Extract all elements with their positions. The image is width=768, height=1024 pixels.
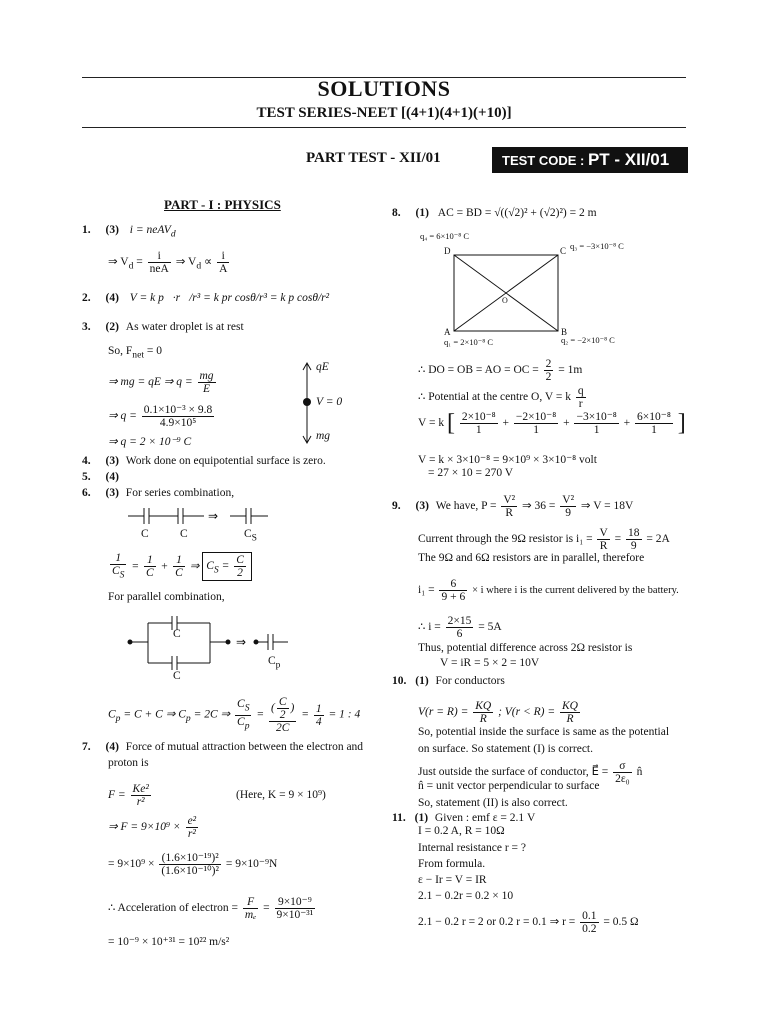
q3-line1: 3. (2) As water droplet is at rest [82,321,244,333]
series-capacitor-diagram [126,504,306,534]
q8-corner-B: B [561,327,568,337]
q7-force-eq2: ⇒ F = 9×10⁹ × $\frac{\text{e²}}{\text{r²}}$ [108,815,197,840]
q6-parallel-eq: $C_p = C + C$ ⇒ $C_p = 2C$ ⇒ $\frac{C_S}{C_p}$ = ( $\frac{C}{2}$ ) 2C = $\frac{1}{4}$ = 1 : 4 [108,696,361,734]
q5-line: 5. (4) [82,471,119,483]
q10-line6: So, statement (II) is also correct. [418,797,568,809]
parallel-cap-label-p: $C_p$ [268,655,281,671]
section-heading: PART - I : PHYSICS [164,197,281,212]
parallel-cap-label-1: C [173,628,181,640]
q1-line1: 1. (3) i = neAV$_d$ [82,224,176,240]
q8-charge-q3: q₃ = −3×10⁻⁸ C [570,241,624,251]
q9-line6: Thus, potential difference across 2Ω resistor is [418,642,633,654]
q6-parallel-text: For parallel combination, [108,591,225,603]
svg-text:⇒: ⇒ [208,509,219,523]
q7-constant-note: (Here, K = 9 × 10⁹) [236,789,326,801]
q10-line1: 10. (1) For conductors [392,675,505,687]
q8-potential-calc: V = k × 3×10⁻⁸ = 9×10⁹ × 3×10⁻⁸ volt [418,454,597,466]
series-cap-label-s: $C_S$ [244,528,257,544]
q9-line7: V = iR = 5 × 2 = 10V [440,657,540,669]
q9-line2: Current through the 9Ω resistor is i₁ = $\frac{V}{R}$ = $\frac{18}{9}$ = 2A [418,527,670,552]
q11-line2: I = 0.2 A, R = 10Ω [418,825,505,837]
q8-potential-sum: V = k [ $\frac{\text{2×10⁻⁸}}{1}$ + $\frac{\text{−2×10⁻⁸}}{1}$ + $\frac{\text{−3×10⁻⁸}}{1}$ + $\frac{\text{6×10⁻⁸}}{1}$ ] [418,410,686,436]
q7-acceleration: ∴ Acceleration of electron = $\frac{F}{\text{mₑ}}$ = $\frac{\text{9×10⁻⁹}}{\text{9×10⁻³¹}}$ [108,896,314,921]
q4-line: 4. (3) Work done on equipotential surface is zero. [82,455,326,467]
q8-corner-D: D [444,246,451,256]
q3-line4: ⇒ q = $\frac{\text{0.1×10⁻³ × 9.8}}{\text{4.9×10⁵}}$ [108,404,213,429]
test-code-value: PT - XII/01 [587,150,670,169]
q7-force-eq3: = 9×10⁹ × $\frac{\text{(1.6×10⁻¹⁹)²}}{\text{(1.6×10⁻¹⁰)²}}$ = 9×10⁻⁹N [108,852,278,877]
q11-line5: ε − Ir = V = IR [418,874,487,886]
series-cap-label-2: C [180,528,188,540]
q3-line3: ⇒ mg = qE ⇒ q = $\frac{mg}{E}$ [108,370,214,395]
q9-line3: The 9Ω and 6Ω resistors are in parallel, therefore [418,552,645,564]
q8-distance: ∴ DO = OB = AO = OC = $\frac{2}{2}$ = 1m [418,358,583,383]
q1-line2: ⇒ $V_d$ = $\frac{i}{\text{neA}}$ ⇒ $V_d$ ∝ $\frac{i}{A}$ [108,250,228,275]
boxed-series-result: $C_S$ = $\frac{C}{2}$ [202,552,252,581]
page-title: SOLUTIONS [317,76,451,101]
q2-line: 2. (4) V = k p⃗·r⃗/r³ = k pr cosθ/r³ = k p cosθ/r² [82,292,330,304]
q10-line3: on surface. So statement (I) is correct. [418,743,593,755]
q10-line4: Just outside the surface of conductor, E⃗ = $\frac{\sigma}{\text{2ε₀}}$ n̂ [418,760,643,785]
q8-corner-A: A [444,327,451,337]
q7-force-eq: F = $\frac{\text{Ke²}}{\text{r²}}$ [108,783,149,808]
test-code-label: TEST CODE : [502,153,585,168]
q6-line1: 6. (3) For series combination, [82,487,235,499]
q8-charge-q1: q₁ = 2×10⁻⁸ C [444,337,494,347]
q6-series-eq: $\frac{1}{C_S}$ = $\frac{1}{C}$ + $\frac{1}{C}$ ⇒ $C_S$ = $\frac{C}{2}$ [108,552,252,581]
q8-center-O: O [502,296,508,305]
q7-result: = 10⁻⁹ × 10⁺³¹ = 10²² m/s² [108,936,230,948]
q8-potential-intro: ∴ Potential at the centre O, V = k $\frac{q}{r}$ [418,385,584,410]
q9-line5: ∴ i = $\frac{2\times 15}{6}$ = 5A [418,615,502,640]
q10-line2: So, potential inside the surface is same as the potential [418,726,670,738]
q11-line7: 2.1 − 0.2 r = 2 or 0.2 r = 0.1 ⇒ r = $\frac{0.1}{0.2}$ = 0.5 Ω [418,910,639,935]
test-code-badge [492,147,688,173]
q8-charge-q4: q₄ = 6×10⁻⁸ C [420,231,470,241]
q11-line4: From formula. [418,858,486,870]
q8-line1: 8. (1) AC = BD = √((√2)² + (√2)²) = 2 m [392,207,597,219]
svg-text:⇒: ⇒ [236,635,247,649]
q8-corner-C: C [560,246,567,256]
q8-potential-result: = 27 × 10 = 270 V [428,467,514,479]
q9-line1: 9. (3) We have, P = $\frac{\text{V²}}{R}$ ⇒ 36 = $\frac{\text{V²}}{9}$ ⇒ V = 18V [392,494,634,519]
q9-line4: i₁ = $\frac{6}{9 + 6}$ × i where i is the current delivered by the battery. [418,578,679,603]
q10-potential-eq: V(r = R) = $\frac{KQ}{R}$ ; V(r < R) = $\frac{KQ}{R}$ [418,700,578,725]
q3-line2: So, $F_{net} = 0$ [108,345,162,361]
parallel-capacitor-diagram [126,615,306,685]
q7-line1: 7. (4) Force of mutual attraction between the electron and [82,741,364,753]
q3-label-mg: mg [316,430,331,442]
q3-label-qE: qE [316,361,329,373]
q3-label-V0: V = 0 [316,396,343,408]
q10-line5: n̂ = unit vector perpendicular to surface [418,780,600,792]
q7-line2: proton is [108,757,149,769]
q11-line3: Internal resistance r = ? [418,842,527,854]
header-rule [82,127,686,128]
q8-charge-q2: q₂ = −2×10⁻⁸ C [561,335,615,345]
q11-line1: 11. (1) Given : emf ε = 2.1 V [392,812,536,824]
parallel-cap-label-2: C [173,670,181,682]
part-test-label: PART TEST - XII/01 [306,150,441,166]
q8-square-diagram [452,253,562,335]
series-cap-label-1: C [141,528,149,540]
q11-line6: 2.1 − 0.2r = 0.2 × 10 [418,890,514,902]
test-series-subtitle: TEST SERIES-NEET [(4+1)(4+1)(+10)] [256,105,512,121]
q3-line5: ⇒ q = 2 × 10⁻⁹ C [108,436,192,448]
